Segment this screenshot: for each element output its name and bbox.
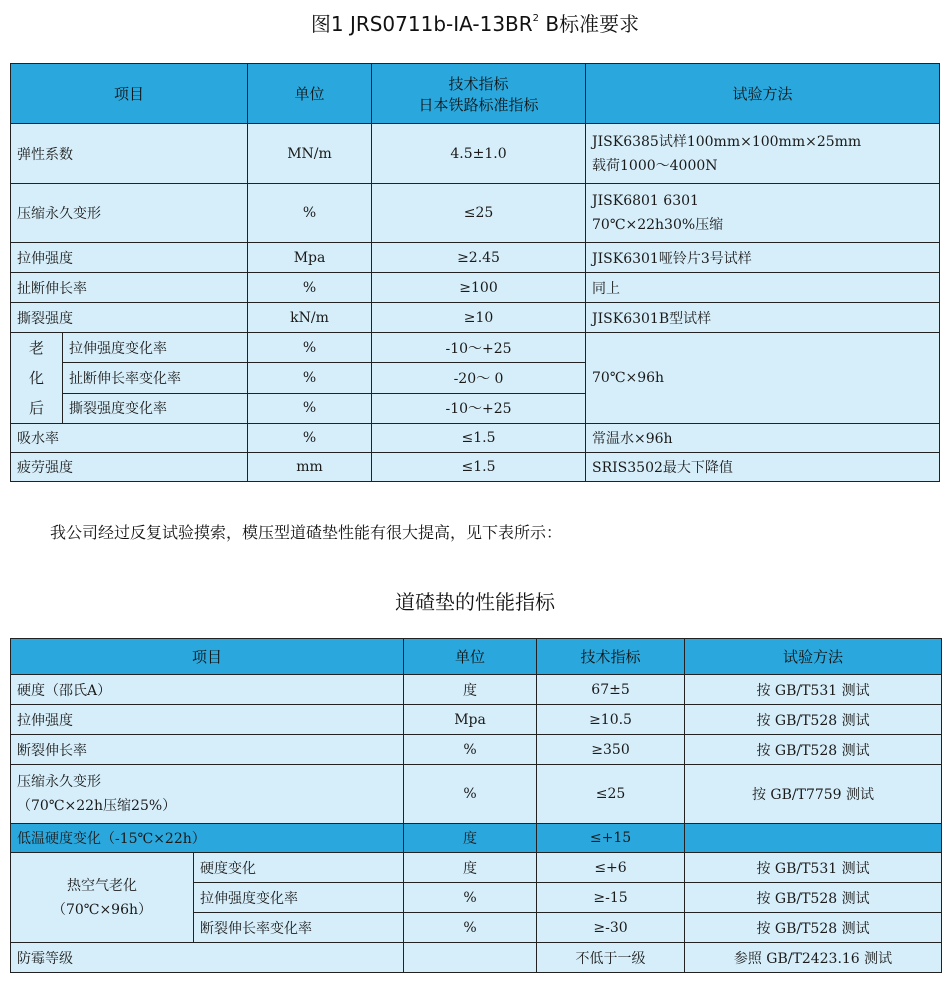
cell-method-line1: JISK6801 6301 (592, 193, 699, 209)
cell-spec: ≥-30 (537, 913, 685, 943)
cell-unit: % (248, 424, 372, 453)
cell-item: 拉伸强度 (11, 243, 248, 273)
intro-paragraph: 我公司经过反复试验摸索，模压型道碴垫性能有很大提高，见下表所示： (50, 523, 563, 542)
cell-spec: ≤25 (537, 765, 685, 824)
cell-item: 拉伸强度 (11, 705, 404, 735)
cell-method: 按 GB/T7759 测试 (685, 765, 942, 824)
cell-spec: ≤1.5 (372, 424, 586, 453)
cell-item: 拉伸强度变化率 (194, 883, 404, 913)
table-row (11, 705, 942, 735)
cell-item (11, 765, 404, 824)
table-row (11, 735, 942, 765)
cell-item: 拉伸强度变化率 (63, 333, 248, 363)
cell-unit: 度 (404, 853, 537, 883)
figure-caption (0, 8, 950, 37)
table-row (11, 273, 940, 303)
cell-item: 弹性系数 (11, 124, 248, 184)
header-method: 试验方法 (685, 639, 942, 675)
cell-spec: 4.5±1.0 (372, 124, 586, 184)
cell-item: 疲劳强度 (11, 453, 248, 482)
cell-unit: 度 (404, 824, 537, 853)
cell-unit: % (404, 735, 537, 765)
cell-method (586, 184, 940, 243)
cell-unit: mm (248, 453, 372, 482)
cell-method (586, 124, 940, 184)
table-title: 道碴垫的性能指标 (395, 590, 555, 614)
table-row (11, 765, 942, 824)
cell-unit: % (404, 913, 537, 943)
cell-item: 硬度变化 (194, 853, 404, 883)
cell-item: 防霉等级 (11, 943, 404, 973)
cell-spec: ≥10.5 (537, 705, 685, 735)
cell-method: 按 GB/T528 测试 (685, 883, 942, 913)
cell-spec: ≤1.5 (372, 453, 586, 482)
table-header-row (11, 639, 942, 675)
table-header-row (11, 64, 940, 124)
cell-spec: ≥350 (537, 735, 685, 765)
cell-method: 同上 (586, 273, 940, 303)
cell-item: 断裂伸长率变化率 (194, 913, 404, 943)
cell-spec: 不低于一级 (537, 943, 685, 973)
cell-spec: -20～ 0 (372, 363, 586, 393)
cell-spec: 67±5 (537, 675, 685, 705)
hot-air-label-line1: 热空气老化 (67, 877, 137, 894)
hot-air-aging-label (11, 853, 194, 943)
cell-method: SRIS3502最大下降值 (586, 453, 940, 482)
cell-method: 按 GB/T528 测试 (685, 735, 942, 765)
cell-spec: -10～+25 (372, 333, 586, 363)
cell-item-line2: （70℃×22h压缩25%） (17, 798, 177, 814)
cell-method-line2: 载荷1000～4000N (592, 157, 718, 174)
cell-method: JISK6301哑铃片3号试样 (586, 243, 940, 273)
header-item: 项目 (11, 639, 404, 675)
cell-item-line1: 压缩永久变形 (17, 774, 101, 790)
table-row (11, 853, 942, 883)
cell-unit: 度 (404, 675, 537, 705)
cell-spec: ≤25 (372, 184, 586, 243)
table-row (11, 243, 940, 273)
header-spec: 技术指标 (537, 639, 685, 675)
caption-tail: B标准要求 (539, 12, 640, 36)
cell-method-line1: JISK6385试样100mm×100mm×25mm (592, 133, 862, 150)
cell-method: 参照 GB/T2423.16 测试 (685, 943, 942, 973)
cell-item: 撕裂强度 (11, 303, 248, 333)
cell-method-line2: 70℃×22h30%压缩 (592, 217, 724, 233)
cell-item: 低温硬度变化（-15℃×22h） (11, 824, 404, 853)
cell-unit: % (404, 765, 537, 824)
aging-group-label (11, 333, 63, 424)
cell-spec: ≥100 (372, 273, 586, 303)
header-unit: 单位 (404, 639, 537, 675)
caption-superscript: 2 (532, 13, 540, 25)
cell-unit: % (248, 273, 372, 303)
table-row (11, 943, 942, 973)
caption-main: 图1 JRS0711b-IA-13BR (310, 12, 533, 36)
aging-label-char: 老 (28, 339, 44, 357)
header-item: 项目 (11, 64, 248, 124)
header-spec-line2: 日本铁路标准指标 (418, 95, 539, 114)
cell-method: 常温水×96h (586, 424, 940, 453)
cell-item: 扯断伸长率变化率 (63, 363, 248, 393)
table-row (11, 424, 940, 453)
header-method: 试验方法 (586, 64, 940, 124)
cell-method (685, 824, 942, 853)
ballast-mat-performance-table (10, 638, 942, 973)
table-row (11, 184, 940, 243)
cell-spec: -10～+25 (372, 393, 586, 423)
aging-label-char: 后 (28, 399, 44, 417)
cell-unit: kN/m (248, 303, 372, 333)
cell-method: 按 GB/T528 测试 (685, 705, 942, 735)
cell-unit: % (248, 393, 372, 423)
cell-item: 硬度（邵氏A） (11, 675, 404, 705)
cell-spec: ≤+6 (537, 853, 685, 883)
header-unit: 单位 (248, 64, 372, 124)
aging-method: 70℃×96h (586, 333, 940, 424)
table-row (11, 675, 942, 705)
header-spec-line1: 技术指标 (448, 74, 509, 93)
table-row (11, 124, 940, 184)
cell-unit: Mpa (404, 705, 537, 735)
cell-item: 撕裂强度变化率 (63, 393, 248, 423)
cell-spec: ≥2.45 (372, 243, 586, 273)
cell-spec: ≤+15 (537, 824, 685, 853)
cell-method: 按 GB/T531 测试 (685, 675, 942, 705)
cell-method: 按 GB/T528 测试 (685, 913, 942, 943)
cell-item: 断裂伸长率 (11, 735, 404, 765)
cell-unit (404, 943, 537, 973)
jrs-standard-table (10, 63, 940, 482)
cell-item: 吸水率 (11, 424, 248, 453)
table-row (11, 453, 940, 482)
hot-air-label-line2: （70℃×96h） (51, 901, 153, 918)
cell-item: 扯断伸长率 (11, 273, 248, 303)
table-row-highlighted (11, 824, 942, 853)
cell-unit: % (404, 883, 537, 913)
cell-method: JISK6301B型试样 (586, 303, 940, 333)
cell-spec: ≥-15 (537, 883, 685, 913)
cell-unit: Mpa (248, 243, 372, 273)
cell-item: 压缩永久变形 (11, 184, 248, 243)
cell-unit: % (248, 363, 372, 393)
header-spec (372, 64, 586, 124)
cell-unit: % (248, 184, 372, 243)
aging-label-char: 化 (28, 369, 44, 387)
table-row (11, 303, 940, 333)
cell-unit: MN/m (248, 124, 372, 184)
cell-spec: ≥10 (372, 303, 586, 333)
cell-method: 按 GB/T531 测试 (685, 853, 942, 883)
cell-unit: % (248, 333, 372, 363)
table-row (11, 333, 940, 363)
